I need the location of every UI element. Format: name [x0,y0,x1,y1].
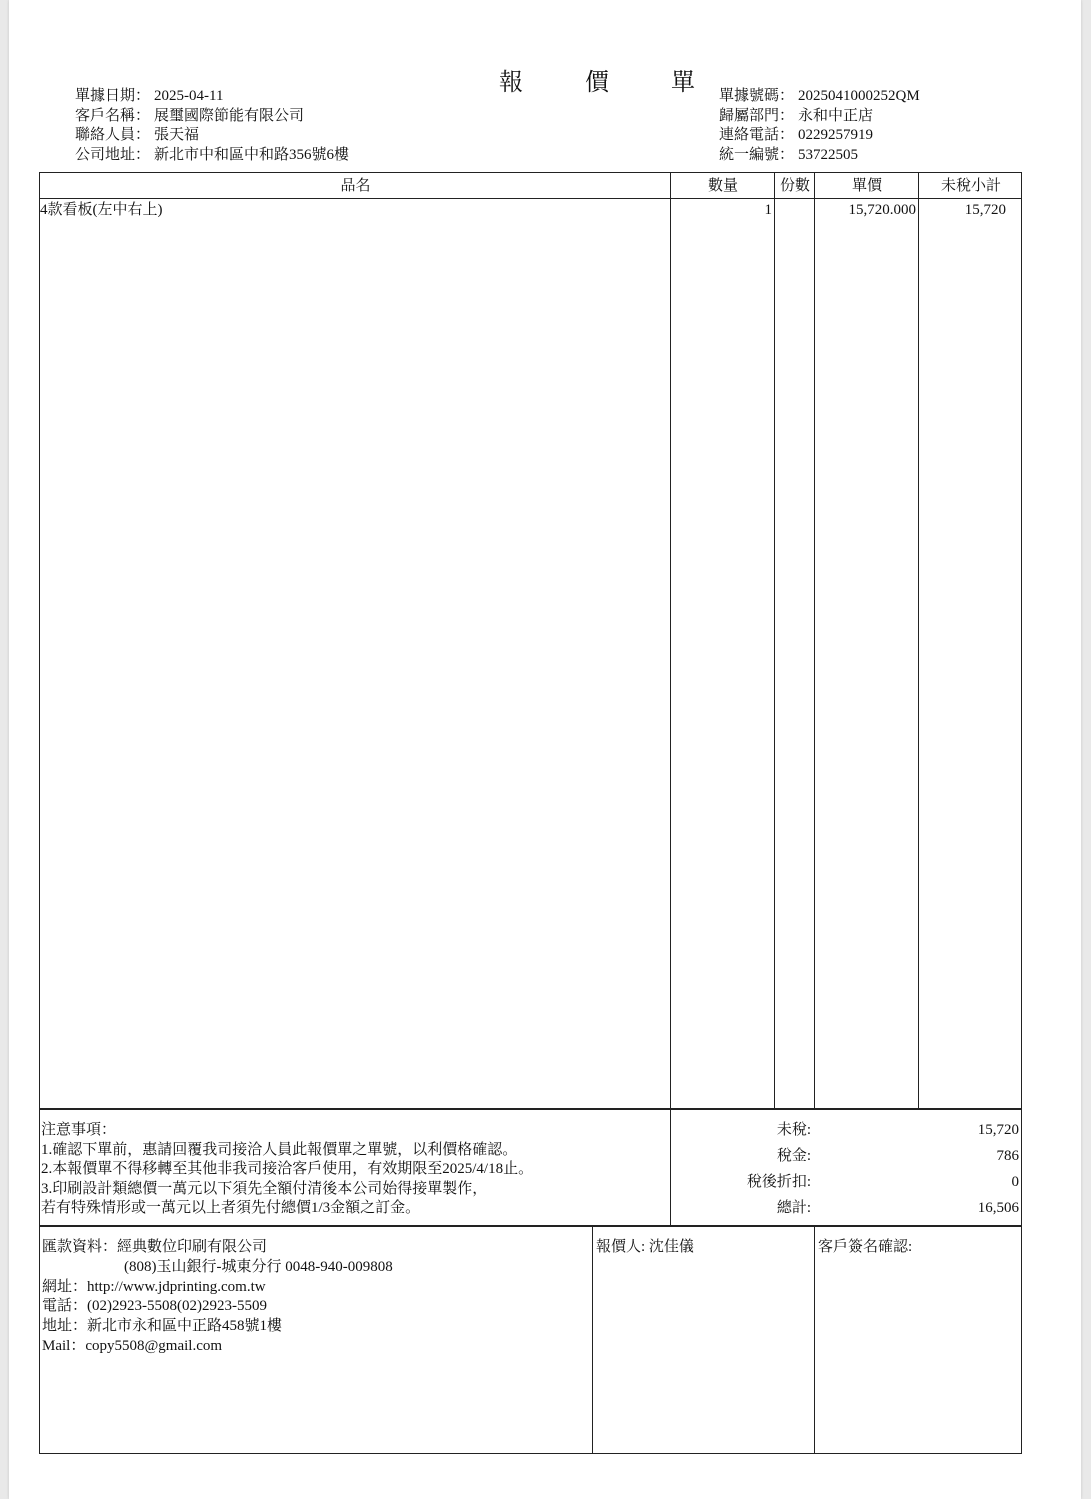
info-row-tax-id: 統一編號： 53722505 [719,146,859,163]
info-row-department: 歸屬部門： 永和中正店 [719,107,874,124]
info-row-customer: 客戶名稱： 展璽國際節能有限公司 [75,107,305,124]
quoter-name: 報價人: 沈佳儀 [596,1239,694,1255]
header-left-info [75,87,349,165]
column-header-subtotal: 未稅小計 [940,178,1001,194]
column-header-copies: 份數 [779,178,810,194]
info-row-contact: 聯絡人員： 張天福 [75,127,200,143]
column-header-item: 品名 [340,178,371,194]
remit-bank: (808)玉山銀行-城東分行 0048-940-009808 [124,1259,393,1275]
total-value-tax: 786 [996,1148,1019,1164]
table-header-divider [39,198,1022,199]
document-title: 報 價 單 [499,70,723,96]
info-row-doc-number: 單據號碼： 2025041000252QM [719,88,920,104]
info-row-address: 公司地址： 新北市中和區中和路356號6樓 [75,146,350,163]
row-subtotal: 15,720 [964,202,1006,218]
row-unit-price: 15,720.000 [848,202,916,218]
note-line-3: 3.印刷設計類總價一萬元以下須先全額付清後本公司始得接單製作， [41,1181,488,1197]
col-divider-subtotal [918,172,919,1110]
column-header-unit-price: 單價 [851,178,882,194]
footer-divider-sign [814,1225,815,1454]
row-qty: 1 [764,202,772,218]
remit-company: 匯款資料：經典數位印刷有限公司 [42,1239,268,1255]
total-value-pretax: 15,720 [977,1122,1019,1138]
info-row-date: 單據日期： 2025-04-11 [75,88,224,104]
col-divider-copies [774,172,775,1110]
note-line-4: 若有特殊情形或一萬元以上者須先付總價1/3金額之訂金。 [41,1200,421,1216]
info-row-phone: 連絡電話： 0229257919 [719,127,874,143]
col-divider-unit-price [814,172,815,1110]
total-label-discount: 稅後折扣: [746,1174,811,1190]
header-right-info [719,87,920,165]
total-value-grand: 16,506 [977,1200,1019,1216]
notes-totals-divider [670,1108,671,1227]
total-label-grand: 總計: [776,1200,811,1216]
total-label-pretax: 未稅: [776,1122,811,1138]
total-value-discount: 0 [1011,1174,1019,1190]
notes-heading: 注意事項： [41,1122,117,1138]
column-header-qty: 數量 [707,178,738,194]
row-item-name: 4款看板(左中右上) [40,202,163,218]
note-line-2: 2.本報價單不得移轉至其他非我司接洽客戶使用，有效期限至2025/4/18止。 [41,1161,534,1177]
note-line-1: 1.確認下單前，惠請回覆我司接洽人員此報價單之單號，以利價格確認。 [41,1142,518,1158]
col-divider-qty [670,172,671,1110]
remit-address: 地址：新北市永和區中正路458號1樓 [42,1318,283,1334]
remit-mail: Mail：copy5508@gmail.com [42,1338,223,1354]
footer-divider-quoter [592,1225,593,1454]
remit-phone: 電話：(02)2923-5508(02)2923-5509 [42,1298,267,1314]
remit-website: 網址：http://www.jdprinting.com.tw [42,1279,266,1295]
customer-signature-label: 客戶簽名確認: [818,1239,913,1255]
quotation-page [9,0,1081,1499]
total-label-tax: 稅金: [776,1148,811,1164]
items-table [39,172,1022,1110]
